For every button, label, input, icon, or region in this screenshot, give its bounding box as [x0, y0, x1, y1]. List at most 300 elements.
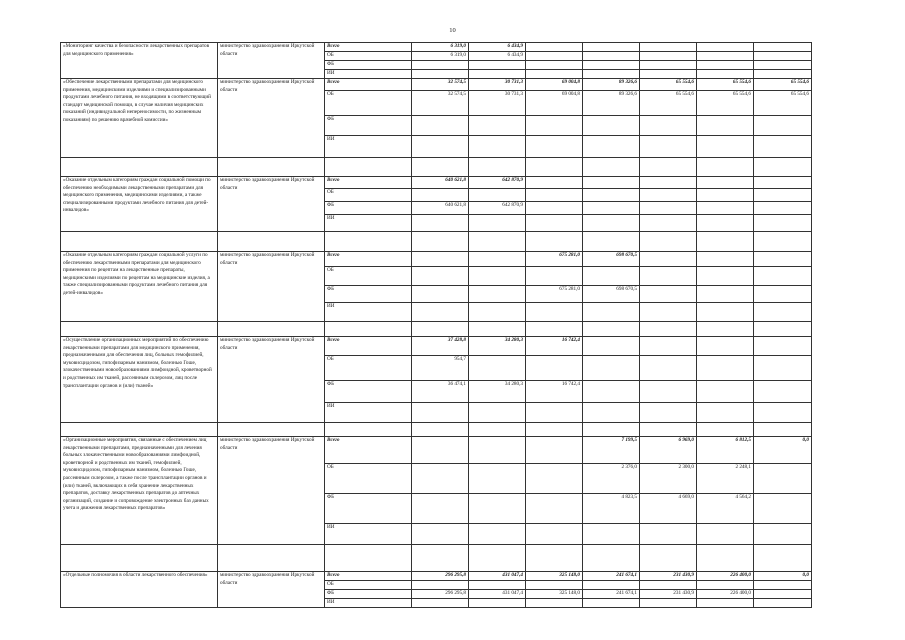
spacer-cell [697, 423, 754, 437]
amount-cell [526, 599, 583, 608]
amount-cell [640, 177, 697, 189]
spacer-cell [469, 158, 526, 177]
amount-cell [469, 189, 526, 202]
amount-cell [583, 136, 640, 158]
amount-cell [526, 464, 583, 494]
funding-source: ФБ [325, 61, 412, 70]
funding-source: Всего [325, 252, 412, 267]
amount-cell [640, 61, 697, 70]
amount-cell [697, 61, 754, 70]
funding-source: ФБ [325, 590, 412, 599]
amount-cell: 6 434,9 [469, 43, 526, 52]
amount-cell [754, 252, 812, 267]
amount-cell [583, 116, 640, 136]
amount-cell [697, 403, 754, 423]
amount-cell [526, 303, 583, 322]
amount-cell [697, 581, 754, 590]
amount-cell [697, 202, 754, 215]
funding-source: ОБ [325, 464, 412, 494]
amount-cell: 0,0 [754, 437, 812, 464]
spacer-cell [754, 232, 812, 252]
spacer-cell [583, 158, 640, 177]
measure-description: «Организационные мероприятия, связанные с обеспечением лиц лекарственными препаратами, предназначенными для лечения больных злокачественными новообразованиями лимфоидной, кроветворной и родственных им тканей, гемофилией, муковисцидозом, гипофизарным нанизмом, болезнью Гоше, рассеянным склерозом, а также после трансплантации органов и (или) тканей, включающих в себя хранение лекарственных препаратов, доставку лекарственных препаратов до аптечных организаций, создание и сопровождение электронных баз данных учета и движения лекарственных препаратов» [61, 437, 218, 545]
amount-cell [697, 177, 754, 189]
amount-cell [412, 524, 469, 545]
amount-cell: 34 280,3 [469, 337, 526, 356]
table-row [61, 177, 812, 189]
funding-source: ИИ [325, 403, 412, 423]
amount-cell [754, 494, 812, 524]
amount-cell [640, 267, 697, 286]
spacer-cell [640, 423, 697, 437]
measure-description: «Осуществление организационных мероприятий по обеспечению лекарственными препаратами для медицинского применения, предназначенными для обеспечения лиц, больных гемофилией, муковисцидозом, гипофизарным нанизмом, болезнью Гоше, злокачественными новообразованиями лимфоидной, кроветворной и родственных им тканей, рассеянным склерозом, лиц после трансплантации органов и (или) тканей» [61, 337, 218, 423]
amount-cell [526, 116, 583, 136]
amount-cell: 640 621,8 [412, 177, 469, 189]
funding-source: ФБ [325, 202, 412, 215]
spacer-cell [754, 158, 812, 177]
amount-cell [697, 381, 754, 403]
amount-cell: 6 434,9 [469, 52, 526, 61]
amount-cell: 325 148,0 [526, 590, 583, 599]
amount-cell [583, 524, 640, 545]
amount-cell [583, 215, 640, 232]
amount-cell [697, 599, 754, 608]
amount-cell [697, 286, 754, 303]
amount-cell [583, 337, 640, 356]
funding-source: ФБ [325, 286, 412, 303]
amount-cell [754, 337, 812, 356]
amount-cell: 65 554,6 [640, 79, 697, 91]
amount-cell [697, 189, 754, 202]
amount-cell [754, 136, 812, 158]
amount-cell [469, 437, 526, 464]
spacer-cell [526, 232, 583, 252]
amount-cell [412, 286, 469, 303]
amount-cell [526, 177, 583, 189]
amount-cell: 89 326,6 [583, 79, 640, 91]
amount-cell: 65 554,6 [754, 79, 812, 91]
amount-cell [640, 70, 697, 79]
amount-cell: 642 870,9 [469, 177, 526, 189]
amount-cell [697, 136, 754, 158]
amount-cell [583, 202, 640, 215]
amount-cell [640, 581, 697, 590]
amount-cell [583, 43, 640, 52]
executor: министерство здравоохранения Иркутской области [218, 337, 325, 423]
amount-cell [526, 215, 583, 232]
spacer-cell [526, 423, 583, 437]
amount-cell: 2 300,0 [640, 464, 697, 494]
spacer-cell [469, 322, 526, 337]
amount-cell [697, 43, 754, 52]
amount-cell [469, 116, 526, 136]
amount-cell [469, 464, 526, 494]
funding-source: ФБ [325, 494, 412, 524]
amount-cell [412, 494, 469, 524]
amount-cell: 34 280,3 [469, 381, 526, 403]
amount-cell [754, 381, 812, 403]
measure-description: «Оказание отдельным категориям граждан социальной услуги по обеспечению лекарственными препаратами для медицинского применения по рецептам на лекарственные препараты, медицинскими изделиями по рецептам на медицинские изделия, а также специализированными продуктами лечебного питания для детей-инвалидов» [61, 252, 218, 322]
executor: министерство здравоохранения Иркутской области [218, 177, 325, 232]
amount-cell: 954,7 [412, 356, 469, 381]
amount-cell [469, 136, 526, 158]
amount-cell [640, 356, 697, 381]
amount-cell: 698 670,5 [583, 252, 640, 267]
amount-cell [583, 599, 640, 608]
amount-cell [412, 136, 469, 158]
spacer-cell [583, 545, 640, 572]
funding-source: Всего [325, 572, 412, 581]
amount-cell [526, 356, 583, 381]
amount-cell: 2 248,1 [697, 464, 754, 494]
spacer-row [61, 423, 812, 437]
amount-cell: 231 430,9 [640, 590, 697, 599]
amount-cell [754, 189, 812, 202]
amount-cell [583, 356, 640, 381]
spacer-cell [325, 158, 412, 177]
executor: министерство здравоохранения Иркутской области [218, 252, 325, 322]
amount-cell [754, 267, 812, 286]
spacer-cell [697, 322, 754, 337]
spacer-cell [526, 158, 583, 177]
table-row [61, 252, 812, 267]
funding-source: ИИ [325, 303, 412, 322]
funding-source: ФБ [325, 381, 412, 403]
spacer-cell [640, 545, 697, 572]
amount-cell: 37 428,8 [412, 337, 469, 356]
amount-cell [697, 524, 754, 545]
spacer-cell [469, 232, 526, 252]
funding-source: Всего [325, 437, 412, 464]
amount-cell [526, 202, 583, 215]
measure-description: «Оказание отдельным категориям граждан социальной помощи по обеспечению необходимыми лекарственными препаратами для медицинского применения, медицинскими изделиями, а также специализированными продуктами лечебного питания для детей-инвалидов» [61, 177, 218, 232]
amount-cell [469, 581, 526, 590]
amount-cell [754, 70, 812, 79]
amount-cell: 675 281,0 [526, 286, 583, 303]
amount-cell [640, 381, 697, 403]
amount-cell: 65 554,6 [697, 79, 754, 91]
funding-source: ИИ [325, 215, 412, 232]
funding-source: ИИ [325, 70, 412, 79]
amount-cell: 65 554,6 [697, 91, 754, 116]
spacer-cell [325, 232, 412, 252]
spacer-cell [325, 322, 412, 337]
amount-cell [754, 599, 812, 608]
amount-cell: 642 870,9 [469, 202, 526, 215]
amount-cell: 32 574,5 [412, 79, 469, 91]
spacer-cell [469, 545, 526, 572]
spacer-cell [61, 232, 218, 252]
spacer-cell [469, 423, 526, 437]
amount-cell: 241 674,1 [583, 590, 640, 599]
amount-cell [526, 189, 583, 202]
amount-cell [640, 43, 697, 52]
spacer-cell [61, 545, 218, 572]
amount-cell [526, 581, 583, 590]
amount-cell [469, 524, 526, 545]
amount-cell [640, 286, 697, 303]
spacer-cell [325, 545, 412, 572]
amount-cell: 0,0 [754, 572, 812, 581]
amount-cell [526, 437, 583, 464]
amount-cell [640, 136, 697, 158]
executor: министерство здравоохранения Иркутской области [218, 43, 325, 79]
table-row [61, 43, 812, 52]
funding-source: ОБ [325, 581, 412, 590]
amount-cell: 675 281,0 [526, 252, 583, 267]
amount-cell [412, 215, 469, 232]
budget-table [60, 42, 812, 608]
spacer-cell [412, 322, 469, 337]
amount-cell [640, 189, 697, 202]
funding-source: ОБ [325, 91, 412, 116]
amount-cell [526, 494, 583, 524]
amount-cell: 6 812,5 [697, 437, 754, 464]
spacer-cell [583, 232, 640, 252]
amount-cell [412, 403, 469, 423]
amount-cell [697, 70, 754, 79]
amount-cell [754, 581, 812, 590]
amount-cell [754, 286, 812, 303]
amount-cell [754, 43, 812, 52]
amount-cell [640, 403, 697, 423]
amount-cell [640, 252, 697, 267]
amount-cell: 296 295,8 [412, 590, 469, 599]
amount-cell [526, 136, 583, 158]
amount-cell: 16 742,4 [526, 337, 583, 356]
amount-cell: 6 319,0 [412, 43, 469, 52]
amount-cell: 6 319,0 [412, 52, 469, 61]
funding-source: Всего [325, 177, 412, 189]
spacer-cell [218, 322, 325, 337]
table-body [61, 43, 812, 608]
amount-cell: 30 731,3 [469, 79, 526, 91]
amount-cell [469, 215, 526, 232]
amount-cell: 431 047,4 [469, 572, 526, 581]
amount-cell [469, 286, 526, 303]
amount-cell [526, 61, 583, 70]
amount-cell [469, 356, 526, 381]
amount-cell [526, 403, 583, 423]
funding-source: Всего [325, 337, 412, 356]
spacer-cell [218, 423, 325, 437]
amount-cell [640, 116, 697, 136]
amount-cell: 231 430,9 [640, 572, 697, 581]
spacer-cell [412, 423, 469, 437]
funding-source: ОБ [325, 189, 412, 202]
funding-source: ИИ [325, 524, 412, 545]
spacer-cell [583, 423, 640, 437]
amount-cell [412, 581, 469, 590]
spacer-cell [640, 158, 697, 177]
funding-source: ФБ [325, 116, 412, 136]
amount-cell [583, 52, 640, 61]
amount-cell [469, 267, 526, 286]
amount-cell [754, 61, 812, 70]
amount-cell: 65 554,6 [754, 91, 812, 116]
amount-cell [754, 202, 812, 215]
spacer-cell [640, 232, 697, 252]
amount-cell: 36 474,1 [412, 381, 469, 403]
amount-cell [583, 189, 640, 202]
amount-cell [640, 524, 697, 545]
spacer-cell [61, 423, 218, 437]
spacer-cell [218, 158, 325, 177]
amount-cell: 7 199,5 [583, 437, 640, 464]
amount-cell [469, 494, 526, 524]
amount-cell: 6 969,0 [640, 437, 697, 464]
amount-cell: 4 564,2 [697, 494, 754, 524]
amount-cell [412, 61, 469, 70]
amount-cell: 296 295,8 [412, 572, 469, 581]
amount-cell [754, 464, 812, 494]
amount-cell: 65 554,6 [640, 91, 697, 116]
amount-cell [412, 464, 469, 494]
amount-cell: 89 326,6 [583, 91, 640, 116]
amount-cell [754, 177, 812, 189]
spacer-cell [583, 322, 640, 337]
amount-cell: 226 400,0 [697, 572, 754, 581]
spacer-cell [218, 545, 325, 572]
amount-cell [754, 116, 812, 136]
funding-source: Всего [325, 43, 412, 52]
amount-cell [697, 52, 754, 61]
spacer-cell [640, 322, 697, 337]
amount-cell [583, 403, 640, 423]
amount-cell [754, 403, 812, 423]
amount-cell [697, 303, 754, 322]
executor: министерство здравоохранения Иркутской области [218, 572, 325, 608]
amount-cell [583, 61, 640, 70]
funding-source: ИИ [325, 136, 412, 158]
spacer-cell [61, 322, 218, 337]
amount-cell [526, 70, 583, 79]
amount-cell [640, 599, 697, 608]
amount-cell: 4 669,0 [640, 494, 697, 524]
amount-cell [412, 437, 469, 464]
spacer-cell [412, 545, 469, 572]
funding-source: ОБ [325, 267, 412, 286]
amount-cell [583, 581, 640, 590]
spacer-cell [526, 545, 583, 572]
amount-cell [469, 61, 526, 70]
amount-cell: 431 047,4 [469, 590, 526, 599]
amount-cell [526, 267, 583, 286]
amount-cell [754, 215, 812, 232]
table-row [61, 79, 812, 91]
amount-cell: 2 376,0 [583, 464, 640, 494]
amount-cell: 4 823,5 [583, 494, 640, 524]
spacer-cell [754, 322, 812, 337]
amount-cell: 226 400,0 [697, 590, 754, 599]
spacer-cell [61, 158, 218, 177]
amount-cell [640, 52, 697, 61]
amount-cell [640, 303, 697, 322]
spacer-cell [325, 423, 412, 437]
funding-source: ОБ [325, 356, 412, 381]
table-row [61, 572, 812, 581]
amount-cell: 16 742,4 [526, 381, 583, 403]
amount-cell [469, 252, 526, 267]
spacer-cell [412, 158, 469, 177]
amount-cell: 640 621,8 [412, 202, 469, 215]
spacer-row [61, 158, 812, 177]
amount-cell [469, 70, 526, 79]
amount-cell: 69 004,8 [526, 91, 583, 116]
page-number: 10 [449, 27, 456, 34]
amount-cell [640, 202, 697, 215]
funding-source: Всего [325, 79, 412, 91]
amount-cell: 698 670,5 [583, 286, 640, 303]
amount-cell [754, 52, 812, 61]
amount-cell [412, 70, 469, 79]
amount-cell [583, 267, 640, 286]
table-row [61, 337, 812, 356]
spacer-cell [697, 232, 754, 252]
amount-cell [754, 356, 812, 381]
amount-cell [583, 177, 640, 189]
amount-cell [697, 252, 754, 267]
executor: министерство здравоохранения Иркутской области [218, 437, 325, 545]
spacer-row [61, 322, 812, 337]
amount-cell [412, 116, 469, 136]
spacer-cell [218, 232, 325, 252]
amount-cell [412, 189, 469, 202]
spacer-cell [754, 423, 812, 437]
amount-cell [754, 303, 812, 322]
amount-cell [526, 52, 583, 61]
spacer-cell [526, 322, 583, 337]
amount-cell: 241 674,1 [583, 572, 640, 581]
amount-cell: 325 148,0 [526, 572, 583, 581]
amount-cell [583, 70, 640, 79]
spacer-row [61, 232, 812, 252]
amount-cell [412, 303, 469, 322]
spacer-cell [697, 545, 754, 572]
amount-cell [469, 403, 526, 423]
table-row [61, 437, 812, 464]
amount-cell [697, 267, 754, 286]
executor: министерство здравоохранения Иркутской области [218, 79, 325, 158]
amount-cell: 69 004,8 [526, 79, 583, 91]
measure-description: «Обеспечение лекарственными препаратами для медицинского применения, медицинскими изделиями и специализированными продуктами лечебного питания, не входящими в соответствующий стандарт медицинской помощи, в случае наличия медицинских показаний (индивидуальной непереносимости, по жизненным показаниям) по решению врачебной комиссии» [61, 79, 218, 158]
amount-cell [412, 599, 469, 608]
amount-cell [754, 524, 812, 545]
measure-description: «Мониторинг качества и безопасности лекарственных препаратов для медицинского применения» [61, 43, 218, 79]
amount-cell [412, 267, 469, 286]
amount-cell [697, 356, 754, 381]
measure-description: «Отдельные полномочия в области лекарственного обеспечения» [61, 572, 218, 608]
amount-cell [640, 215, 697, 232]
amount-cell [754, 590, 812, 599]
amount-cell [526, 43, 583, 52]
amount-cell [583, 303, 640, 322]
amount-cell: 30 731,3 [469, 91, 526, 116]
amount-cell [412, 252, 469, 267]
amount-cell [526, 524, 583, 545]
amount-cell: 32 574,5 [412, 91, 469, 116]
amount-cell [697, 116, 754, 136]
spacer-cell [412, 232, 469, 252]
amount-cell [469, 599, 526, 608]
spacer-cell [754, 545, 812, 572]
amount-cell [583, 381, 640, 403]
spacer-cell [697, 158, 754, 177]
amount-cell [697, 215, 754, 232]
funding-source: ОБ [325, 52, 412, 61]
amount-cell [469, 303, 526, 322]
amount-cell [697, 337, 754, 356]
